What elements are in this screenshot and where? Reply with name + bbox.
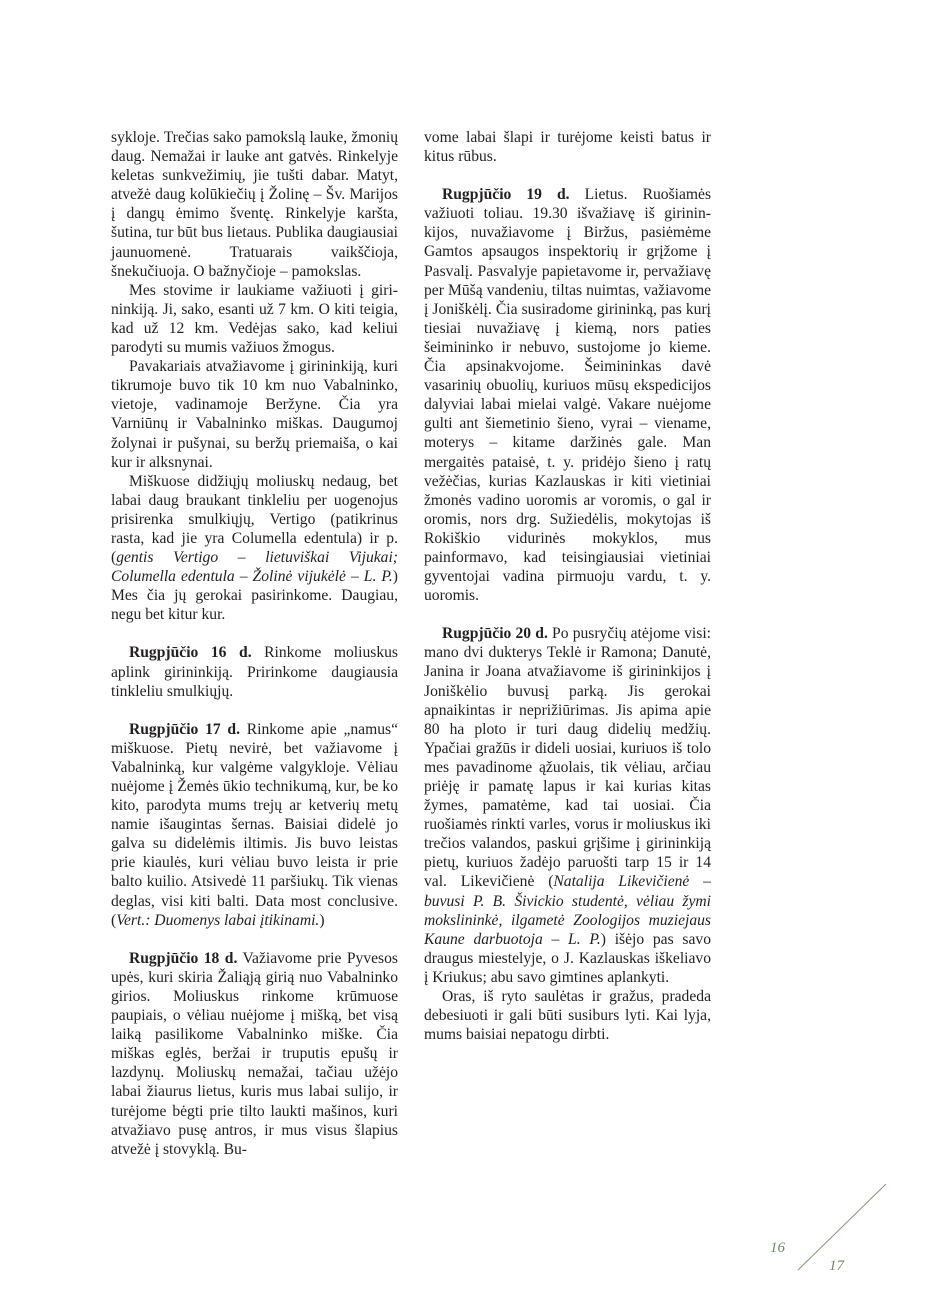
entry-text: Po pusryčių atėjome visi: mano dvi dukterys Teklė ir Ramona; Danutė, Janina ir Joana atvažiavome iš girininkijos į Joniškėlio buvusį parką. Jis gerokai apnaikintas ir neprižiūrimas. Jis apima apie 80 ha ploto ir turi daug didelių medžių. Ypačiai gražūs ir dideli uosiai, kuriuos iš tolo mes pavadinome ąžuolais, tik vėliau, arčiau priėję ir pamatę lapus ir kai kurias kitas žymes, pamatėme, kad tai uosiai. Čia ruošiamės rinkti varles, vorus ir moliuskus iki trečios valandos, paskui grįšime į girininkiją pietų, kuriuos žadėjo paruošti tarp 15 ir 14 val. Likevičienė ( xyxy=(424,625,711,891)
entry-date: Rugpjūčio 17 d. xyxy=(129,720,241,738)
paragraph xyxy=(111,472,398,625)
diary-entry-aug16 xyxy=(111,643,398,700)
paragraph: vome labai šlapi ir turėjome keisti batus ir kitus rūbus. xyxy=(424,129,711,166)
diary-entry-aug19 xyxy=(424,185,711,605)
diary-entry-aug17 xyxy=(111,720,398,930)
right-column xyxy=(424,128,711,1044)
entry-date: Rugpjūčio 20 d. xyxy=(442,625,548,643)
entry-date: Rugpjūčio 16 d. xyxy=(129,644,252,662)
translator-note: Vert.: Duomenys labai įtikinami. xyxy=(116,911,320,929)
entry-text: Važiavome prie Pyvesos upės, kuri skiria Žaliąją girią nuo Vabalninko girios. Moliuskus rinkome krūmuose paupiais, o vėliau nuėjome į mišką, bet visą laiką pasilikome Vabalninko miške. Čia miškas eglės, beržai ir truputis epušų ir lazdynų. Moliuskų nemažai, tačiau užėjo labai žiaurus lietus, kuris mus labai sulijo, ir turėjome bėgti prie tilto laukti mašinos, kuri atvažiavo pusę antros, ir mus visus šlapius atvežė į stovyklą. Bu- xyxy=(111,949,398,1158)
paragraph: Pavakariais atvažiavome į girininkiją, kuri tikrumoje buvo tik 10 km nuo Vabalninko, vietoje, vadinamoje Beržyne. Čia yra Varniūnų ir Vabalninko miškas. Daugumoj žolynai ir pušynai, su beržų priemaiša, o kai kur ir alksnynai. xyxy=(111,358,398,471)
entry-text: Rinkome apie „namus“ miškuose. Pietų nevirė, bet važiavome į Vabalninką, kur valgėme valgykloje. Vėliau nuėjome į Žemės ūkio technikumą, kur, be ko kito, parodyta mums trejų ar ketverių metų namie išaugintas šernas. Baisiai didelė jo galva su didelėmis iltimis. Jis buvo leistas prie kiaulės, kuri vėliau buvo leista ir prie balto kuilio. Atsivedė 11 paršiukų. Tik vienas deglas, visi kiti balti. Data most conclusive. ( xyxy=(111,720,399,929)
paragraph: Oras, iš ryto saulėtas ir gražus, pradeda debesiuoti ir gali būti susiburs lyti. Kai lyja, mums baisiai nepatogu dirbti. xyxy=(424,988,711,1044)
text: Miškuose didžiųjų moliuskų nedaug, bet labai daug braukant tinkleliu per uogenojus prisirenka smulkiųjų, Vertigo (patikrinus rasta, kad jie yra Columella edentula) ir p. ( xyxy=(111,472,398,567)
paragraph: sykloje. Trečias sako pamokslą lauke, žmonių daug. Nemažai ir lauke ant gatvės. Rinkelyje keletas sunkvežimių, jie tušti dabar. Matyt, atvežė daug kolūkiečių į Žolinę – Šv. Marijos į dangų ėmimo šventę. Rinkelyje karšta, šutina, tur būt bus lietaus. Publika daugiausiai jaunuomenė. Tratuarais vaikščioja, šnekučiuoja. O bažnyčioje – pamokslas. xyxy=(111,129,398,280)
editor-note: Natalija Likevičienė – buvusi P. B. Šivickio studentė, vėliau žymi mokslininkė, ilgametė Zoologijos muziejaus Kaune darbuotoja – L. P. xyxy=(424,873,711,948)
editor-note: gentis Vertigo – lietuviškai Vijukai; Columella edentula – Žolinė vijukėlė – L. P. xyxy=(111,549,398,586)
text: ) xyxy=(319,911,325,929)
left-column xyxy=(111,128,398,1159)
entry-text: Rinkome moliuskus aplink girininkiją. Pririnkome daugiausia tinkleliu smulkiųjų. xyxy=(111,644,398,700)
entry-text: Lietus. Ruošiamės važiuoti toliau. 19.30 išvažiavę iš girininkijos, nuvažiavome į Biržus, pasiėmėme Gamtos apsaugos inspektorių ir grįžome į Pasvalį. Pasvalyje papietavome ir, pervažiavę per Mūšą vandeniu, tiltas nuimtas, važiavome į Joniškėlį. Čia susiradome girininką, pas kurį tiesiai nuvažiavę į kiemą, nors paties šeimininko ir nebuvo, sustojome jo kieme. Čia apsinakvojome. Šeimininkas davė vasarinių obuolių, kuriuos mūsų ekspedicijos dalyviai labai mielai valgė. Vakare nuėjome gulti ant šiemetinio šieno, vyrai – viename, moterys – kitame daržinės gale. Man mergaitės pataisė, t. y. pridėjo šieno į ratų vežėčias, kurias Kazlauskas ir kiti vietiniai žmonės vadino uoromis ar voromis, o gal ir oromis, nors drg. Sužiedėlis, mokytojas iš Rokiškio vidurinės mokyklos, mus painformavo, kad teisingiausiai vietiniai gyventojai vadina pirmuoju vardu, t. y. uoromis. xyxy=(424,186,712,605)
page-number-left: 16 xyxy=(770,1240,785,1256)
diary-entry-aug18 xyxy=(111,949,398,1159)
text: ) Mes čia jų gerokai pasirinkome. Daugiau, negu bet kitur kur. xyxy=(111,568,398,624)
diary-entry-aug20 xyxy=(424,624,711,987)
entry-date: Rugpjūčio 19 d. xyxy=(442,186,570,204)
text: ) išėjo pas savo draugus miestelyje, o J. Kazlauskas iškeliavo į Kriukus; abu savo gimtines aplankyti. xyxy=(424,930,711,986)
entry-date: Rugpjūčio 18 d. xyxy=(129,949,238,967)
paragraph: Mes stovime ir laukiame važiuoti į girininkiją. Ji, sako, esanti už 7 km. O kiti teigia, kad už 12 km. Vedėjas sako, kad keliui parodyti su mumis važiuos žmogus. xyxy=(111,281,398,357)
page-number-right: 17 xyxy=(829,1258,844,1274)
